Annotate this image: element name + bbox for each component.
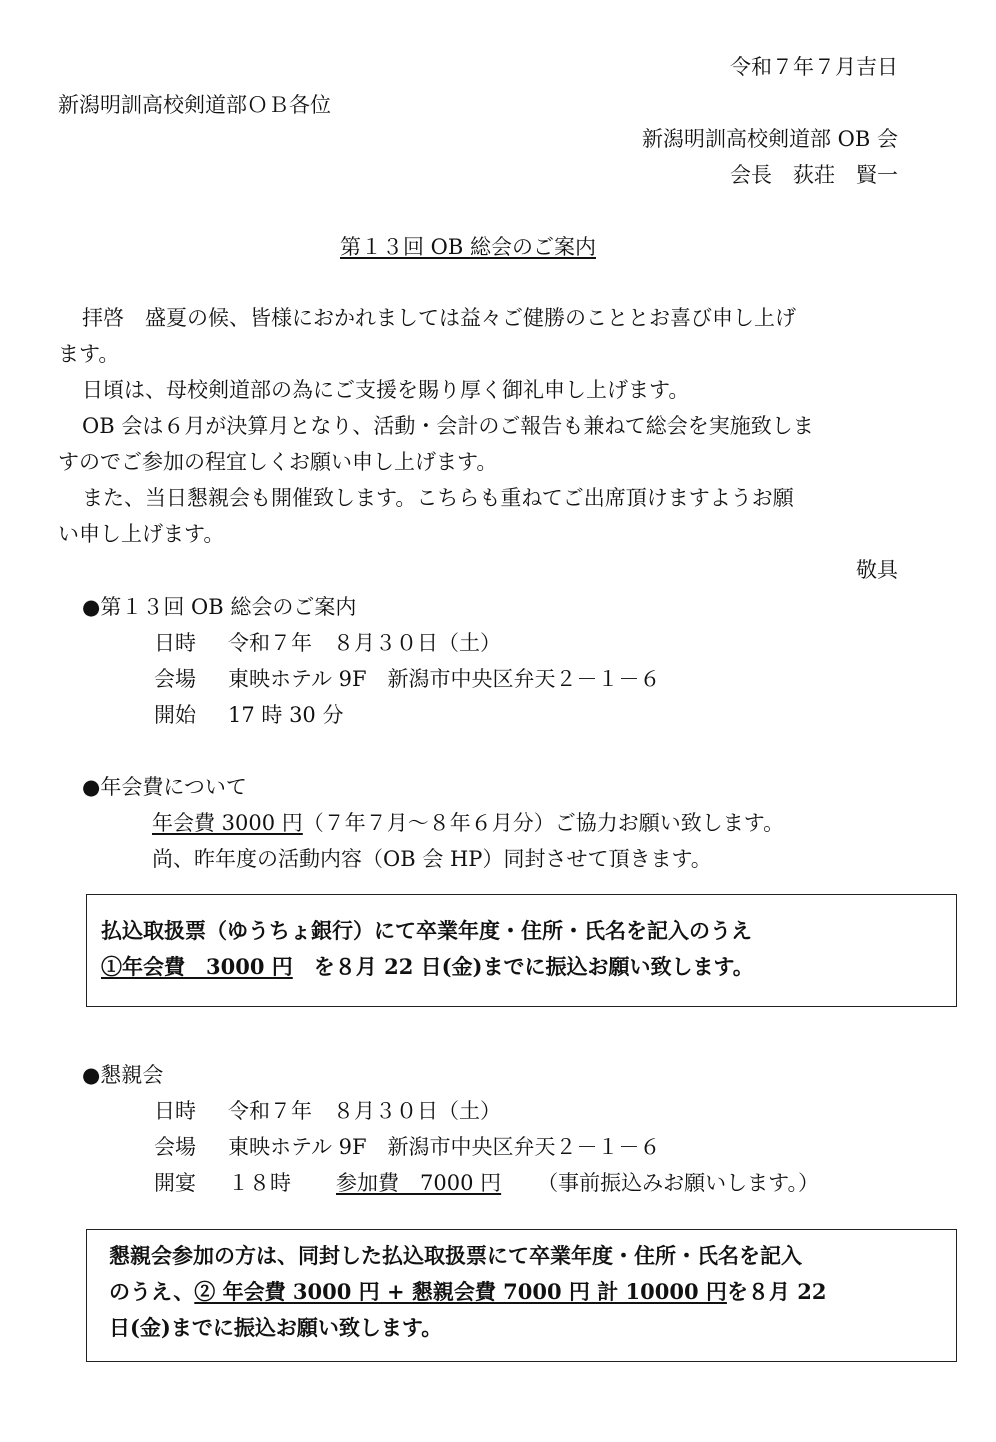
meeting-venue-value: 東映ホテル 9F 新潟市中央区弁天２－１－６ xyxy=(228,667,661,691)
meeting-date-value: 令和７年 ８月３０日（土） xyxy=(228,631,501,655)
fee-box-line2 xyxy=(101,953,754,980)
fee-box-line1: 払込取扱票（ゆうちょ銀行）にて卒業年度・住所・氏名を記入のうえ xyxy=(101,918,752,943)
closing-word: 敬具 xyxy=(856,558,898,582)
greeting-p1-line1: 拝啓 盛夏の候、皆様におかれましては益々ご健勝のこととお喜び申し上げ xyxy=(82,306,796,330)
fee-box-amount: ①年会費 3000 円 xyxy=(101,954,293,979)
meeting-start-row xyxy=(154,702,343,729)
party-start-row xyxy=(154,1170,819,1197)
greeting-p3-line1: OB 会は６月が決算月となり、活動・会計のご報告も兼ねて総会を実施致しま xyxy=(82,414,814,438)
meeting-start-label: 開始 xyxy=(154,703,196,727)
party-heading: ●懇親会 xyxy=(82,1063,164,1087)
party-box-line2-post: を８月 22 xyxy=(726,1279,827,1304)
party-box-total: ② 年会費 3000 円 + 懇親会費 7000 円 計 10000 円 xyxy=(194,1279,727,1304)
fee-amount: 年会費 3000 円 xyxy=(152,811,303,835)
party-venue-label: 会場 xyxy=(154,1135,196,1159)
fee-box-deadline: を８月 22 日(金)までに振込お願い致します。 xyxy=(292,954,754,979)
greeting-p4-line1: また、当日懇親会も開催致します。こちらも重ねてご出席頂けますようお願 xyxy=(82,486,794,510)
party-date-label: 日時 xyxy=(154,1099,196,1123)
greeting-p2-line1: 日頃は、母校剣道部の為にご支援を賜り厚く御礼申し上げます。 xyxy=(82,378,690,402)
greeting-p1-line2: ます。 xyxy=(58,342,120,366)
sender-organization: 新潟明訓高校剣道部 OB 会 xyxy=(642,127,898,151)
fee-payment-box xyxy=(86,894,957,1007)
meeting-venue-row xyxy=(154,666,661,693)
fee-heading: ●年会費について xyxy=(82,775,247,799)
party-fee: 参加費 7000 円 xyxy=(336,1171,502,1195)
party-box-line2 xyxy=(109,1278,826,1305)
party-venue-row xyxy=(154,1134,661,1161)
meeting-start-value: 17 時 30 分 xyxy=(228,703,344,727)
meeting-venue-label: 会場 xyxy=(154,667,196,691)
party-payment-box xyxy=(86,1229,957,1362)
meeting-date-label: 日時 xyxy=(154,631,196,655)
party-date-row xyxy=(154,1098,501,1125)
greeting-p3-line2: すのでご参加の程宜しくお願い申し上げます。 xyxy=(58,450,498,474)
meeting-heading: ●第１３回 OB 総会のご案内 xyxy=(82,595,357,619)
party-start-label: 開宴 xyxy=(154,1171,196,1195)
document-title: 第１３回 OB 総会のご案内 xyxy=(340,235,596,259)
party-box-line2-pre: のうえ、 xyxy=(109,1279,195,1304)
fee-amount-row xyxy=(152,810,784,837)
party-venue-value: 東映ホテル 9F 新潟市中央区弁天２－１－６ xyxy=(228,1135,661,1159)
party-box-line1: 懇親会参加の方は、同封した払込取扱票にて卒業年度・住所・氏名を記入 xyxy=(109,1243,802,1268)
greeting-p4-line2: い申し上げます。 xyxy=(58,522,225,546)
fee-period: （７年７月～８年６月分）ご協力お願い致します。 xyxy=(302,811,785,835)
party-box-line3: 日(金)までに振込お願い致します。 xyxy=(109,1315,443,1340)
party-start-value: １８時 xyxy=(228,1171,291,1195)
sender-name: 会長 荻荘 賢一 xyxy=(730,163,898,187)
meeting-date-row xyxy=(154,630,501,657)
document-date: 令和７年７月吉日 xyxy=(730,55,898,79)
fee-note: 尚、昨年度の活動内容（OB 会 HP）同封させて頂きます。 xyxy=(152,847,712,871)
addressee: 新潟明訓高校剣道部ＯＢ各位 xyxy=(58,93,331,117)
party-date-value: 令和７年 ８月３０日（土） xyxy=(228,1099,501,1123)
party-fee-note: （事前振込みお願いします。） xyxy=(537,1171,819,1195)
